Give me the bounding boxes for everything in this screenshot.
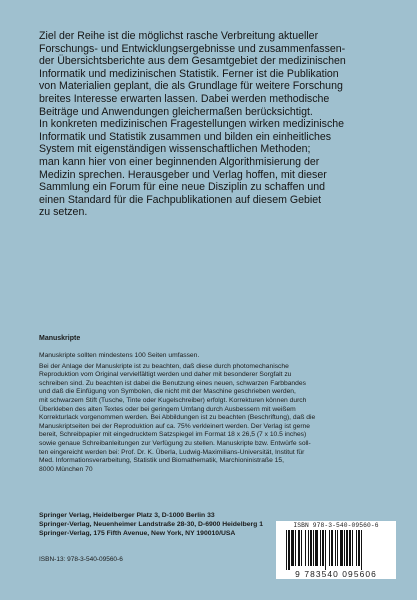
manuskripte-first-line: Manuskripte sollten mindestens 100 Seiten umfassen. [39,352,200,359]
barcode-stripe [310,530,312,566]
intro-line: Forschungs- und Entwicklungsergebnisse und zusammenfassen- [39,42,346,55]
intro-line: In konkreten medizinischen Fragestellungen wirken medizinische [39,118,345,131]
barcode-stripe [291,530,294,566]
intro-line: von Materialien geplant, die als Grundlage für weitere Forschung [39,80,343,93]
isbn13-label: ISBN-13: 978-3-540-09560-6 [39,556,123,563]
barcode-stripe [346,530,348,566]
barcode-stripe [325,530,326,570]
manuskripte-line: bereit, Schreibpapier mit eingedrucktem Satzspiegel im Format 18 x 26,5 (7 x 10.5 inches) [39,431,307,439]
barcode-stripe [320,530,321,566]
barcode-stripe [337,530,338,566]
barcode-stripe [361,530,362,570]
barcode-stripe [329,530,330,566]
barcode-stripe [313,530,314,566]
manuskripte-line: Med. Informationsverarbeitung, Statistik und Biomathematik, Marchioninistraße 15, [39,457,284,465]
publisher-address-berlin: Springer Verlag, Heidelberger Platz 3, D-1000 Berlin 33 [39,512,215,519]
intro-line: breites Interesse erwarten lassen. Dabei werden methodische [39,92,330,105]
barcode-stripe [340,530,343,566]
barcode-bars [284,530,388,570]
barcode-stripe [322,530,324,566]
intro-line: Informatik und Statistik zusammen und bilden ein einheitliches [39,130,332,143]
barcode-stripe [305,530,306,566]
barcode-stripe [335,530,336,566]
manuskripte-line: 8000 München 70 [39,465,93,473]
manuskripte-line: und daß die Einfügung von Symbolen, die nicht mit der Maschine geschrieben werden, [39,388,296,396]
intro-line: Medizin sprechen. Herausgeber und Verlag hoffen, mit dieser [39,168,327,181]
publisher-addresses [39,512,263,538]
barcode-stripe [331,530,333,566]
intro-line: man kann hier von einer beginnenden Algorithmisierung der [39,155,320,168]
barcode-stripe [315,530,318,566]
barcode-stripe [288,530,290,570]
intro-line: einen Standard für die Fachpublikationen auf diesem Gebiet [39,193,322,206]
publisher-address-heidelberg: Springer-Verlag, Neuenheimer Landstraße 28-30, D-6900 Heidelberg 1 [39,520,264,528]
manuskripte-line: Korrekturlack vorgenommen werden. Bei Abbildungen ist zu beachten (Beschriftung), daß die [39,414,316,422]
barcode-stripe [295,530,296,566]
intro-line: zu setzen. [39,206,88,219]
series-description [39,30,389,219]
barcode-stripe [308,530,309,566]
publisher-address-newyork: Springer-Verlag, 175 Fifth Avenue, New York, NY 190010/USA [39,529,236,537]
barcode-stripe [349,530,351,566]
manuskripte-line: mit schwarzem Stift (Tusche, Tinte oder Kugelschreiber) erfolgt. Korrekturen können durch [39,396,307,404]
barcode-stripe [301,530,302,566]
barcode-digits: 9 783540 095606 [295,569,377,579]
barcode-stripe [352,530,353,566]
barcode-stripe [344,530,345,566]
barcode-stripe [286,530,287,570]
barcode [276,521,396,579]
manuskripte-line: Überkleben des alten Textes oder bei geringem Umfang durch Ausbessern mit weißem [39,405,296,413]
manuskripte-line: Reproduktion vom Original vervielfältigt werden und daher mit besonderer Sorgfalt zu [39,371,292,379]
barcode-isbn-label: ISBN 978-3-540-09560-6 [293,522,379,529]
barcode-stripe [358,530,360,566]
manuskripte-line: Manuskriptseiten bei der Reproduktion auf ca. 75% verkleinert werden. Der Verlag ist gerne [39,422,310,430]
manuskripte-line: schreiben sind. Zu beachten ist dabei die Benutzung eines neuen, schwarzen Farbbandes [39,379,306,387]
intro-line: Beiträge und Anwendungen gleichermaßen berücksichtigt. [39,105,313,118]
intro-line: Ziel der Reihe ist die möglichst rasche Verbreitung aktueller [39,30,319,42]
manuskripte-line: ten eingereicht werden bei: Prof. Dr. K. Überla, Ludwig-Maximilians-Universität, Institut für [39,448,305,456]
barcode-stripe [356,530,357,566]
barcode-stripe [298,530,300,566]
manuskripte-line: sowie genaue Schreibanleitungen zur Verfügung zu stellen. Manuskripte bzw. Entwürfe soll- [39,439,311,447]
intro-line: der Übersichtsberichte aus dem Gesamtgebiet der medizinischen [39,55,346,68]
intro-line: Informatik und medizinischen Statistik. Ferner ist die Publikation [39,67,339,80]
manuskripte-text [39,352,369,474]
manuskripte-heading: Manuskripte [39,335,81,342]
intro-line: System mit eigenständigen wissenschaftlichen Methoden; [39,143,311,156]
manuskripte-line: Bei der Anlage der Manuskripte ist zu beachten, daß diese durch photomechanische [39,362,289,370]
intro-line: Sammlung ein Forum für eine neue Disziplin zu schaffen und [39,181,325,194]
